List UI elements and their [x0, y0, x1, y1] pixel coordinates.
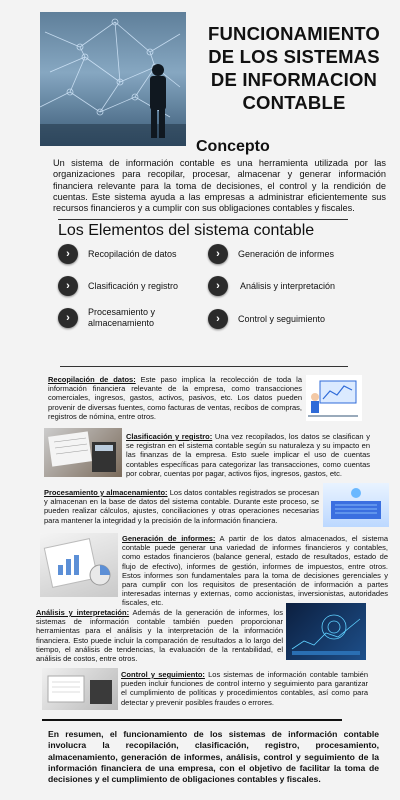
divider — [60, 366, 348, 367]
chevron-right-icon: › — [208, 244, 228, 264]
section-heading: Recopilación de datos: — [48, 375, 136, 384]
section-heading: Clasificación y registro: — [126, 432, 213, 441]
illustration-desk-work — [42, 668, 118, 710]
chevron-right-icon: › — [58, 308, 78, 328]
section-control — [121, 670, 368, 707]
page-title: FUNCIONAMIENTO DE LOS SISTEMAS DE INFORMACION CONTABLE — [207, 23, 381, 113]
illustration-documents-calculator — [44, 428, 122, 477]
section-text: Los datos contables registrados se procesan y almacenan en la base de datos del sistema contable. Durante este proceso, se pueden realizar cálculos, ajustes, conciliaciones y otras operaciones necesarias para mantener la integridad y la precisión de la información financiera. — [44, 488, 319, 525]
element-label: Recopilación de datos — [88, 249, 177, 259]
element-label: Clasificación y registro — [88, 281, 179, 291]
element-procesamiento[interactable] — [58, 307, 172, 329]
hero-image-businessman-network — [40, 12, 186, 146]
section-generacion — [122, 534, 388, 608]
chevron-right-icon: › — [58, 244, 78, 264]
section-text: Una vez recopilados, los datos se clasifican y se registran en el sistema contable según su naturaleza y su impacto en las finanzas de la empresa. Esto suele implicar el uso de cuentas contables específicas para categorizar las transacciones, como cuentas por cobrar, cuentas por pagar, activos fijos, ingresos, gastos, etc. — [126, 432, 371, 478]
section-heading: Análisis y interpretación: — [36, 608, 130, 617]
illustration-servers — [323, 483, 389, 527]
chevron-right-icon: › — [58, 276, 78, 296]
section-analisis — [36, 608, 283, 663]
section-clasificacion — [126, 432, 370, 478]
chevron-right-icon: › — [208, 309, 228, 329]
section-heading: Control y seguimiento: — [121, 670, 205, 679]
summary-text: En resumen, el funcionamiento de los sistemas de información contable involucra la recopilación, clasificación, registro, procesamiento, almacenamiento, generación de informes, análisis, control y seguimiento de la información financiera de una empresa, con el objetivo de facilitar la toma de decisiones y el cumplimiento de obligaciones contables y fiscales. — [48, 729, 379, 785]
element-label: Generación de informes — [238, 249, 335, 259]
element-recopilacion[interactable] — [58, 244, 177, 264]
section-text: Este paso implica la recolección de toda la información financiera relevante de la empresa, como transacciones comerciales, ingresos, gastos, activos, pasivos, etc. Los datos pueden provenir de diversas fuentes, como facturas de ventas, recibos de compras, registros de nómina, entre otros. — [48, 375, 302, 421]
element-label: Control y seguimiento — [238, 314, 326, 324]
element-label: Procesamiento y almacenamiento — [88, 307, 156, 328]
network-illustration — [40, 12, 186, 146]
element-generacion[interactable] — [208, 244, 334, 264]
illustration-data-analysis — [306, 375, 362, 421]
divider — [58, 219, 348, 220]
section-procesamiento — [44, 488, 319, 525]
illustration-digital-analytics — [286, 603, 366, 660]
section-text: A partir de los datos almacenados, el sistema contable puede generar una variedad de informes financieros y contables, como estados financieros (balance general, estado de resultados, estado de flujo de efectivo), informes de gestión, informes de impuestos, entre otros. Estos informes son fundamentales para la toma de decisiones gerenciales y para cumplir con los requisitos de presentación de información a partes interesadas internas y externas, como accionistas, inversionistas, autoridades fiscales, etc. — [122, 534, 388, 608]
element-label: Análisis y interpretación — [240, 281, 336, 291]
divider — [42, 719, 342, 721]
chevron-right-icon: › — [208, 276, 228, 296]
section-recopilacion — [48, 375, 302, 421]
section-heading: Procesamiento y almacenamiento: — [44, 488, 168, 497]
section-text: Los sistemas de información contable también pueden incluir funciones de control interno y seguimiento para garantizar el cumplimiento de políticas y procedimientos contables, así como para detectar y prevenir posibles fraudes o errores. — [121, 670, 368, 707]
element-analisis[interactable] — [208, 276, 335, 296]
section-heading: Generación de informes: — [122, 534, 216, 543]
element-control[interactable] — [208, 309, 325, 329]
elementos-heading: Los Elementos del sistema contable — [58, 222, 315, 239]
element-clasificacion[interactable] — [58, 276, 178, 296]
illustration-report-charts — [40, 533, 118, 597]
concepto-heading: Concepto — [196, 138, 270, 155]
section-text: Además de la generación de informes, los sistemas de información contable también pueden proporcionar herramientas para el análisis y la interpretación de la información financiera. Esto puede incluir la comparación de resultados a lo largo del tiempo, el análisis de tendencias, la evaluación de la rentabilidad, el análisis de costos, entre otros. — [36, 608, 284, 664]
concepto-text: Un sistema de información contable es una herramienta utilizada por las organizaciones para recopilar, procesar, almacenar y generar información financiera relevante para la toma de decisiones, el control y la rendición de cuentas. Este sistema ayuda a las empresas a administrar eficientemente sus recursos financieros y a cumplir con sus obligaciones contables y fiscales. — [53, 158, 386, 214]
